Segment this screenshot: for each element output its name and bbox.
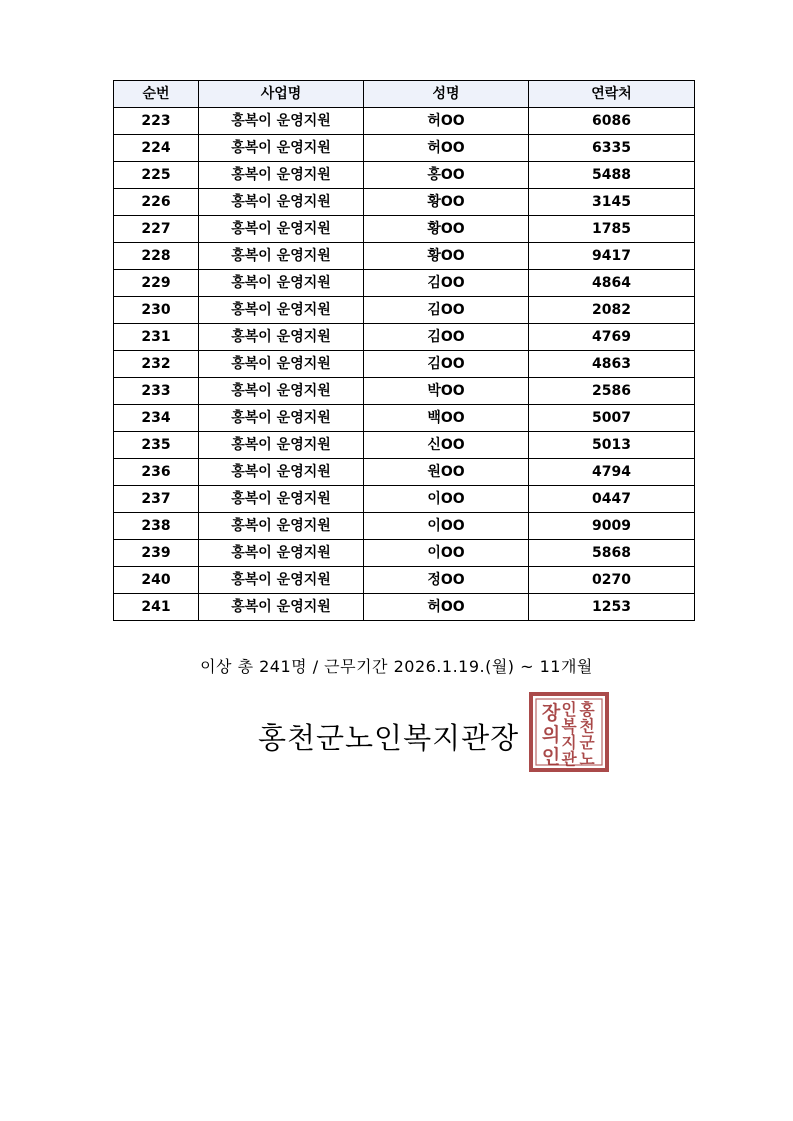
cell-program: 홍복이 운영지원 bbox=[199, 108, 364, 135]
cell-contact: 4769 bbox=[529, 324, 695, 351]
cell-program: 홍복이 운영지원 bbox=[199, 270, 364, 297]
cell-name: 박OO bbox=[364, 378, 529, 405]
cell-number: 239 bbox=[114, 540, 199, 567]
cell-number: 235 bbox=[114, 432, 199, 459]
cell-name: 백OO bbox=[364, 405, 529, 432]
seal-glyph: 천 bbox=[579, 716, 595, 736]
seal-glyph: 홍 bbox=[579, 699, 595, 719]
seal-glyph: 지 bbox=[561, 732, 577, 752]
cell-contact: 4863 bbox=[529, 351, 695, 378]
table-row bbox=[114, 378, 695, 405]
table-row bbox=[114, 135, 695, 162]
table-row bbox=[114, 567, 695, 594]
cell-program: 홍복이 운영지원 bbox=[199, 459, 364, 486]
cell-number: 227 bbox=[114, 216, 199, 243]
header-number: 순번 bbox=[114, 81, 199, 108]
cell-contact: 4794 bbox=[529, 459, 695, 486]
table-row bbox=[114, 324, 695, 351]
cell-program: 홍복이 운영지원 bbox=[199, 567, 364, 594]
cell-name: 허OO bbox=[364, 135, 529, 162]
cell-name: 이OO bbox=[364, 486, 529, 513]
cell-name: 이OO bbox=[364, 513, 529, 540]
cell-program: 홍복이 운영지원 bbox=[199, 405, 364, 432]
table-row bbox=[114, 486, 695, 513]
seal-glyph: 복 bbox=[561, 716, 577, 736]
official-seal-stamp bbox=[529, 692, 609, 772]
cell-contact: 5488 bbox=[529, 162, 695, 189]
cell-contact: 2082 bbox=[529, 297, 695, 324]
cell-number: 232 bbox=[114, 351, 199, 378]
cell-number: 224 bbox=[114, 135, 199, 162]
cell-contact: 5007 bbox=[529, 405, 695, 432]
issuer-title: 홍천군노인복지관장 bbox=[258, 721, 520, 755]
seal-glyph: 인 bbox=[541, 746, 561, 769]
seal-glyphs bbox=[542, 700, 596, 769]
cell-name: 허OO bbox=[364, 108, 529, 135]
seal-glyph: 노 bbox=[579, 749, 595, 769]
seal-glyph: 의 bbox=[541, 724, 561, 747]
cell-number: 229 bbox=[114, 270, 199, 297]
cell-name: 허OO bbox=[364, 594, 529, 621]
cell-number: 233 bbox=[114, 378, 199, 405]
cell-contact: 9417 bbox=[529, 243, 695, 270]
table-row bbox=[114, 540, 695, 567]
cell-contact: 2586 bbox=[529, 378, 695, 405]
cell-number: 238 bbox=[114, 513, 199, 540]
cell-program: 홍복이 운영지원 bbox=[199, 351, 364, 378]
cell-contact: 5013 bbox=[529, 432, 695, 459]
cell-name: 이OO bbox=[364, 540, 529, 567]
cell-program: 홍복이 운영지원 bbox=[199, 432, 364, 459]
seal-glyph: 인 bbox=[561, 699, 577, 719]
cell-program: 홍복이 운영지원 bbox=[199, 189, 364, 216]
cell-contact: 0270 bbox=[529, 567, 695, 594]
cell-program: 홍복이 운영지원 bbox=[199, 486, 364, 513]
table-row bbox=[114, 216, 695, 243]
cell-name: 정OO bbox=[364, 567, 529, 594]
table-row bbox=[114, 432, 695, 459]
header-name: 성명 bbox=[364, 81, 529, 108]
cell-name: 김OO bbox=[364, 351, 529, 378]
cell-number: 223 bbox=[114, 108, 199, 135]
seal-glyph: 군 bbox=[579, 732, 595, 752]
header-program: 사업명 bbox=[199, 81, 364, 108]
cell-program: 홍복이 운영지원 bbox=[199, 540, 364, 567]
cell-program: 홍복이 운영지원 bbox=[199, 513, 364, 540]
cell-number: 241 bbox=[114, 594, 199, 621]
table-row bbox=[114, 162, 695, 189]
cell-name: 홍OO bbox=[364, 162, 529, 189]
cell-contact: 6335 bbox=[529, 135, 695, 162]
table-row bbox=[114, 189, 695, 216]
table-row bbox=[114, 108, 695, 135]
cell-program: 홍복이 운영지원 bbox=[199, 378, 364, 405]
cell-number: 236 bbox=[114, 459, 199, 486]
table-header-row bbox=[114, 81, 695, 108]
cell-program: 홍복이 운영지원 bbox=[199, 297, 364, 324]
cell-name: 황OO bbox=[364, 216, 529, 243]
cell-contact: 6086 bbox=[529, 108, 695, 135]
cell-contact: 1253 bbox=[529, 594, 695, 621]
cell-program: 홍복이 운영지원 bbox=[199, 216, 364, 243]
seal-glyph: 관 bbox=[561, 749, 577, 769]
cell-program: 홍복이 운영지원 bbox=[199, 162, 364, 189]
seal-glyph: 장 bbox=[541, 702, 561, 725]
table-row bbox=[114, 351, 695, 378]
table-row bbox=[114, 513, 695, 540]
cell-number: 228 bbox=[114, 243, 199, 270]
cell-contact: 4864 bbox=[529, 270, 695, 297]
cell-contact: 9009 bbox=[529, 513, 695, 540]
cell-name: 김OO bbox=[364, 270, 529, 297]
cell-number: 240 bbox=[114, 567, 199, 594]
cell-name: 원OO bbox=[364, 459, 529, 486]
table-row bbox=[114, 594, 695, 621]
cell-program: 홍복이 운영지원 bbox=[199, 594, 364, 621]
table-row bbox=[114, 405, 695, 432]
cell-contact: 5868 bbox=[529, 540, 695, 567]
table-row bbox=[114, 270, 695, 297]
cell-program: 홍복이 운영지원 bbox=[199, 324, 364, 351]
cell-name: 황OO bbox=[364, 243, 529, 270]
cell-name: 황OO bbox=[364, 189, 529, 216]
header-contact: 연락처 bbox=[529, 81, 695, 108]
cell-name: 김OO bbox=[364, 297, 529, 324]
cell-program: 홍복이 운영지원 bbox=[199, 135, 364, 162]
cell-contact: 3145 bbox=[529, 189, 695, 216]
cell-name: 김OO bbox=[364, 324, 529, 351]
cell-program: 홍복이 운영지원 bbox=[199, 243, 364, 270]
cell-number: 225 bbox=[114, 162, 199, 189]
table-row bbox=[114, 459, 695, 486]
cell-number: 234 bbox=[114, 405, 199, 432]
table-row bbox=[114, 297, 695, 324]
cell-name: 신OO bbox=[364, 432, 529, 459]
table-row bbox=[114, 243, 695, 270]
cell-contact: 1785 bbox=[529, 216, 695, 243]
cell-number: 226 bbox=[114, 189, 199, 216]
summary-line: 이상 총 241명 / 근무기간 2026.1.19.(월) ~ 11개월 bbox=[200, 657, 593, 676]
cell-number: 231 bbox=[114, 324, 199, 351]
cell-number: 237 bbox=[114, 486, 199, 513]
cell-number: 230 bbox=[114, 297, 199, 324]
roster-table bbox=[113, 80, 695, 621]
cell-contact: 0447 bbox=[529, 486, 695, 513]
